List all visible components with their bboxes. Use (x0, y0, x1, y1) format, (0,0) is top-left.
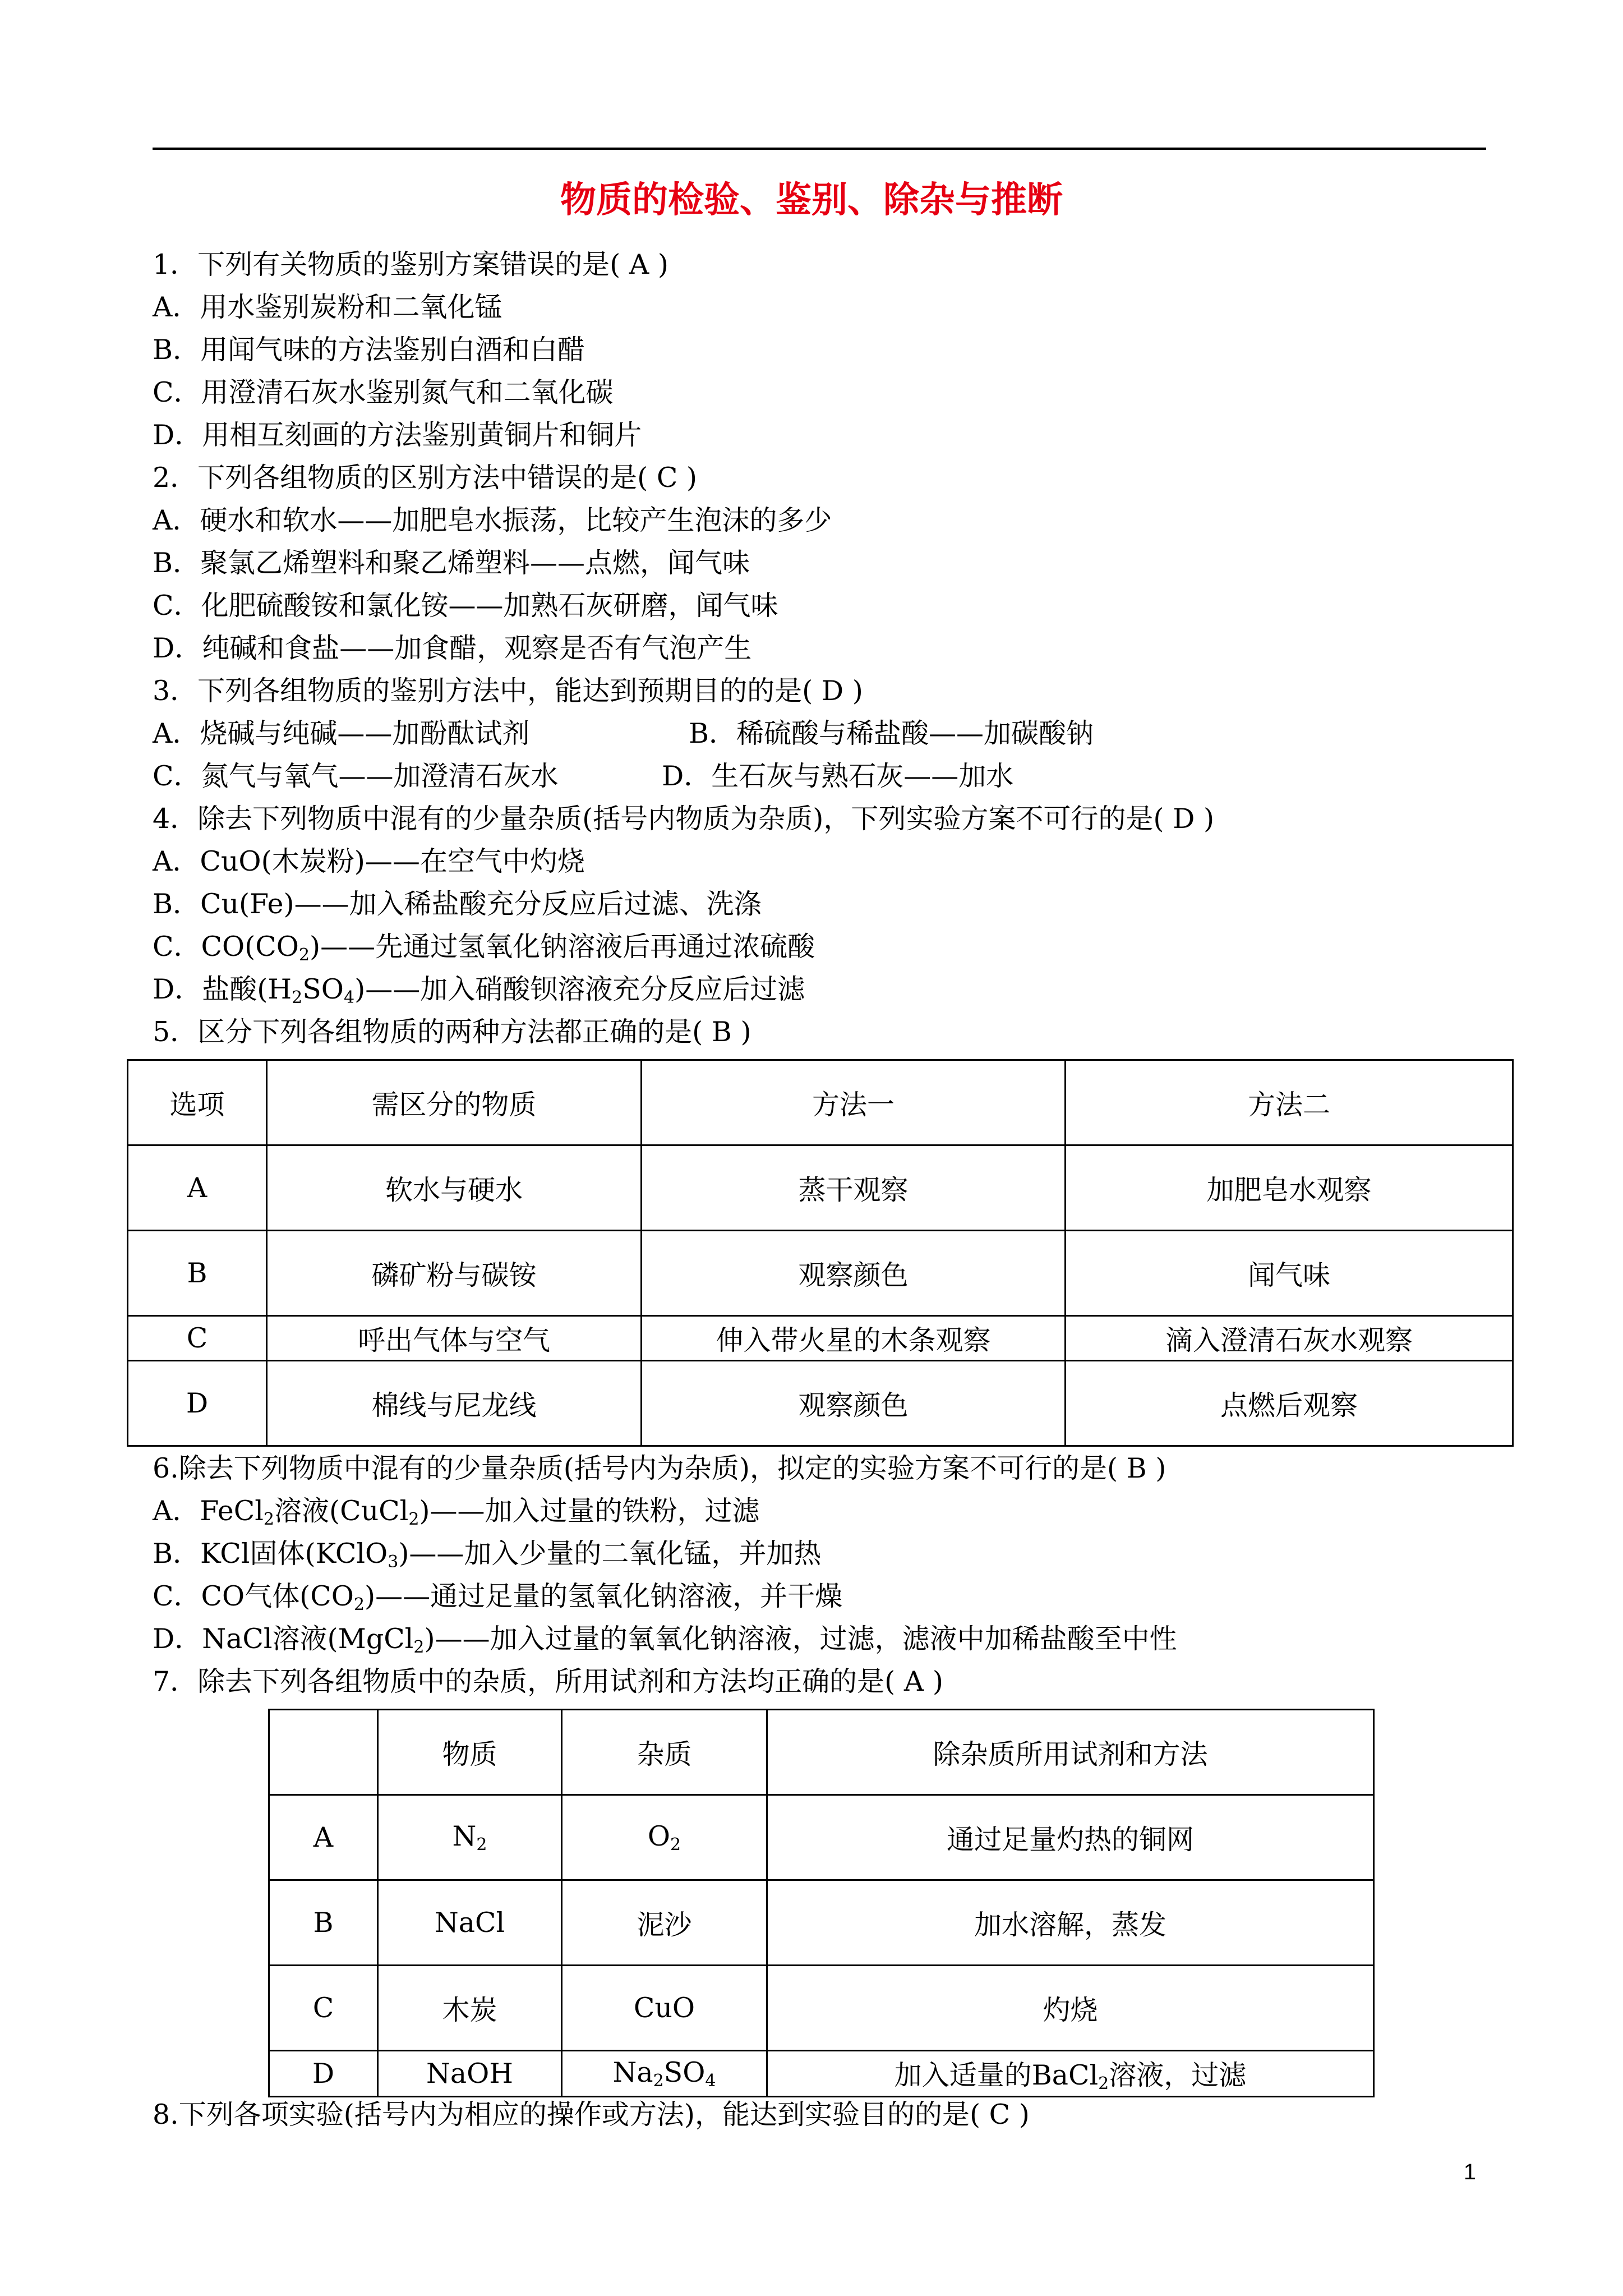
table-header-cell (269, 1710, 378, 1795)
q7-stem: 7．除去下列各组物质中的杂质，所用试剂和方法均正确的是( A ) (153, 1665, 943, 1697)
table-header-row (128, 1060, 1513, 1145)
q3-option-c: C．氮气与氧气——加澄清石灰水 (153, 760, 559, 792)
q1-stem: 1．下列有关物质的鉴别方案错误的是( A ) (153, 249, 668, 280)
table-cell: 加肥皂水观察 (1066, 1145, 1513, 1231)
table-header-cell: 选项 (128, 1060, 267, 1145)
q2-option-a: A．硬水和软水——加肥皂水振荡，比较产生泡沫的多少 (153, 504, 832, 536)
table-row (128, 1145, 1513, 1231)
q6-option-a: A．FeCl$_2$溶液(CuCl$_2$)——加入过量的铁粉，过滤 (153, 1495, 760, 1529)
table-cell: 软水与硬水 (267, 1145, 642, 1231)
table-cell: CuO (562, 1966, 767, 2051)
table-cell: 伸入带火星的木条观察 (642, 1316, 1066, 1361)
table-cell: 呼出气体与空气 (267, 1316, 642, 1361)
table-header-cell: 除杂质所用试剂和方法 (767, 1710, 1374, 1795)
table-cell: C (128, 1316, 267, 1361)
table-cell: 棉线与尼龙线 (267, 1361, 642, 1446)
table-header-cell: 物质 (378, 1710, 562, 1795)
q3-option-d: D．生石灰与熟石灰——加水 (662, 760, 1014, 792)
page-number: 1 (1463, 2160, 1476, 2184)
q2-option-b: B．聚氯乙烯塑料和聚乙烯塑料——点燃，闻气味 (153, 547, 750, 579)
table-cell: $N_2$ (378, 1795, 562, 1880)
table-cell: D (128, 1361, 267, 1446)
table-row (128, 1316, 1513, 1361)
q1-option-b: B．用闻气味的方法鉴别白酒和白醋 (153, 334, 585, 366)
q8-stem: 8.下列各项实验(括号内为相应的操作或方法)，能达到实验目的的是( C ) (153, 2099, 1030, 2131)
table-row (269, 1966, 1374, 2051)
q1-option-c: C．用澄清石灰水鉴别氮气和二氧化碳 (153, 376, 614, 408)
q4-option-c: C．$CO(CO_2)——$先通过氢氧化钠溶液后再通过浓硫酸 (153, 931, 815, 965)
table-header-cell: 杂质 (562, 1710, 767, 1795)
table-cell: 加水溶解，蒸发 (767, 1880, 1374, 1966)
table-cell: 磷矿粉与碳铵 (267, 1231, 642, 1316)
table-cell: 闻气味 (1066, 1231, 1513, 1316)
header-rule (153, 148, 1486, 150)
q5-table (127, 1059, 1514, 1447)
table-cell: B (269, 1880, 378, 1966)
table-cell: 观察颜色 (642, 1361, 1066, 1446)
table-cell: A (269, 1795, 378, 1880)
table-cell: 木炭 (378, 1966, 562, 2051)
table-cell: B (128, 1231, 267, 1316)
table-header-row (269, 1710, 1374, 1795)
table-cell: 点燃后观察 (1066, 1361, 1513, 1446)
page-title: 物质的检验、鉴别、除杂与推断 (560, 180, 1063, 221)
q2-option-c: C．化肥硫酸铵和氯化铵——加熟石灰研磨，闻气味 (153, 590, 778, 622)
table-cell: 观察颜色 (642, 1231, 1066, 1316)
table-cell: 灼烧 (767, 1966, 1374, 2051)
table-cell: C (269, 1966, 378, 2051)
q4-option-d: D．盐酸$(H_2SO_4)——$加入硝酸钡溶液充分反应后过滤 (153, 973, 805, 1007)
q3-stem: 3．下列各组物质的鉴别方法中，能达到预期目的的是( D ) (153, 675, 863, 707)
q3-option-a: A．烧碱与纯碱——加酚酞试剂 (153, 717, 530, 749)
table-header-cell: 需区分的物质 (267, 1060, 642, 1145)
table-cell: 滴入澄清石灰水观察 (1066, 1316, 1513, 1361)
table-cell: NaCl (378, 1880, 562, 1966)
table-cell: NaOH (378, 2051, 562, 2097)
table-cell: 蒸干观察 (642, 1145, 1066, 1231)
table-cell: A (128, 1145, 267, 1231)
table-cell: D (269, 2051, 378, 2097)
q6-option-c: C．CO气体$(CO_2)——$通过足量的氢氧化钠溶液，并干燥 (153, 1580, 843, 1614)
q4-option-a: A．CuO(木炭粉)——在空气中灼烧 (153, 845, 585, 877)
table-cell: 加入适量的BaCl$_2$溶液，过滤 (767, 2051, 1374, 2097)
table-row (269, 1795, 1374, 1880)
q4-stem: 4．除去下列物质中混有的少量杂质(括号内物质为杂质)，下列实验方案不可行的是( D ) (153, 803, 1215, 835)
q1-option-a: A．用水鉴别炭粉和二氧化锰 (153, 291, 502, 323)
table-row (128, 1361, 1513, 1446)
table-cell: $Na_2SO_4$ (562, 2051, 767, 2097)
q6-option-b: B．KCl固体(KClO$_3$)——加入少量的二氧化锰，并加热 (153, 1538, 822, 1572)
q3-option-b: B．稀硫酸与稀盐酸——加碳酸钠 (689, 717, 1094, 749)
table-row (128, 1231, 1513, 1316)
table-row (269, 1880, 1374, 1966)
q6-option-d: D．NaCl溶液(MgCl$_2$)——加入过量的氧氧化钠溶液，过滤，滤液中加稀盐酸至中性 (153, 1623, 1177, 1657)
q6-stem: 6.除去下列物质中混有的少量杂质(括号内为杂质)，拟定的实验方案不可行的是( B ) (153, 1452, 1166, 1484)
table-cell: $O_2$ (562, 1795, 767, 1880)
q5-stem: 5．区分下列各组物质的两种方法都正确的是( B ) (153, 1016, 751, 1048)
q4-option-b: B．Cu(Fe)——加入稀盐酸充分反应后过滤、洗涤 (153, 888, 762, 920)
table-header-cell: 方法一 (642, 1060, 1066, 1145)
table-cell: 泥沙 (562, 1880, 767, 1966)
table-cell: 通过足量灼热的铜网 (767, 1795, 1374, 1880)
q2-stem: 2．下列各组物质的区别方法中错误的是( C ) (153, 462, 698, 494)
q1-option-d: D．用相互刻画的方法鉴别黄铜片和铜片 (153, 419, 642, 451)
table-header-cell: 方法二 (1066, 1060, 1513, 1145)
q2-option-d: D．纯碱和食盐——加食醋，观察是否有气泡产生 (153, 632, 752, 664)
q7-table (268, 1709, 1375, 2097)
table-row (269, 2051, 1374, 2097)
